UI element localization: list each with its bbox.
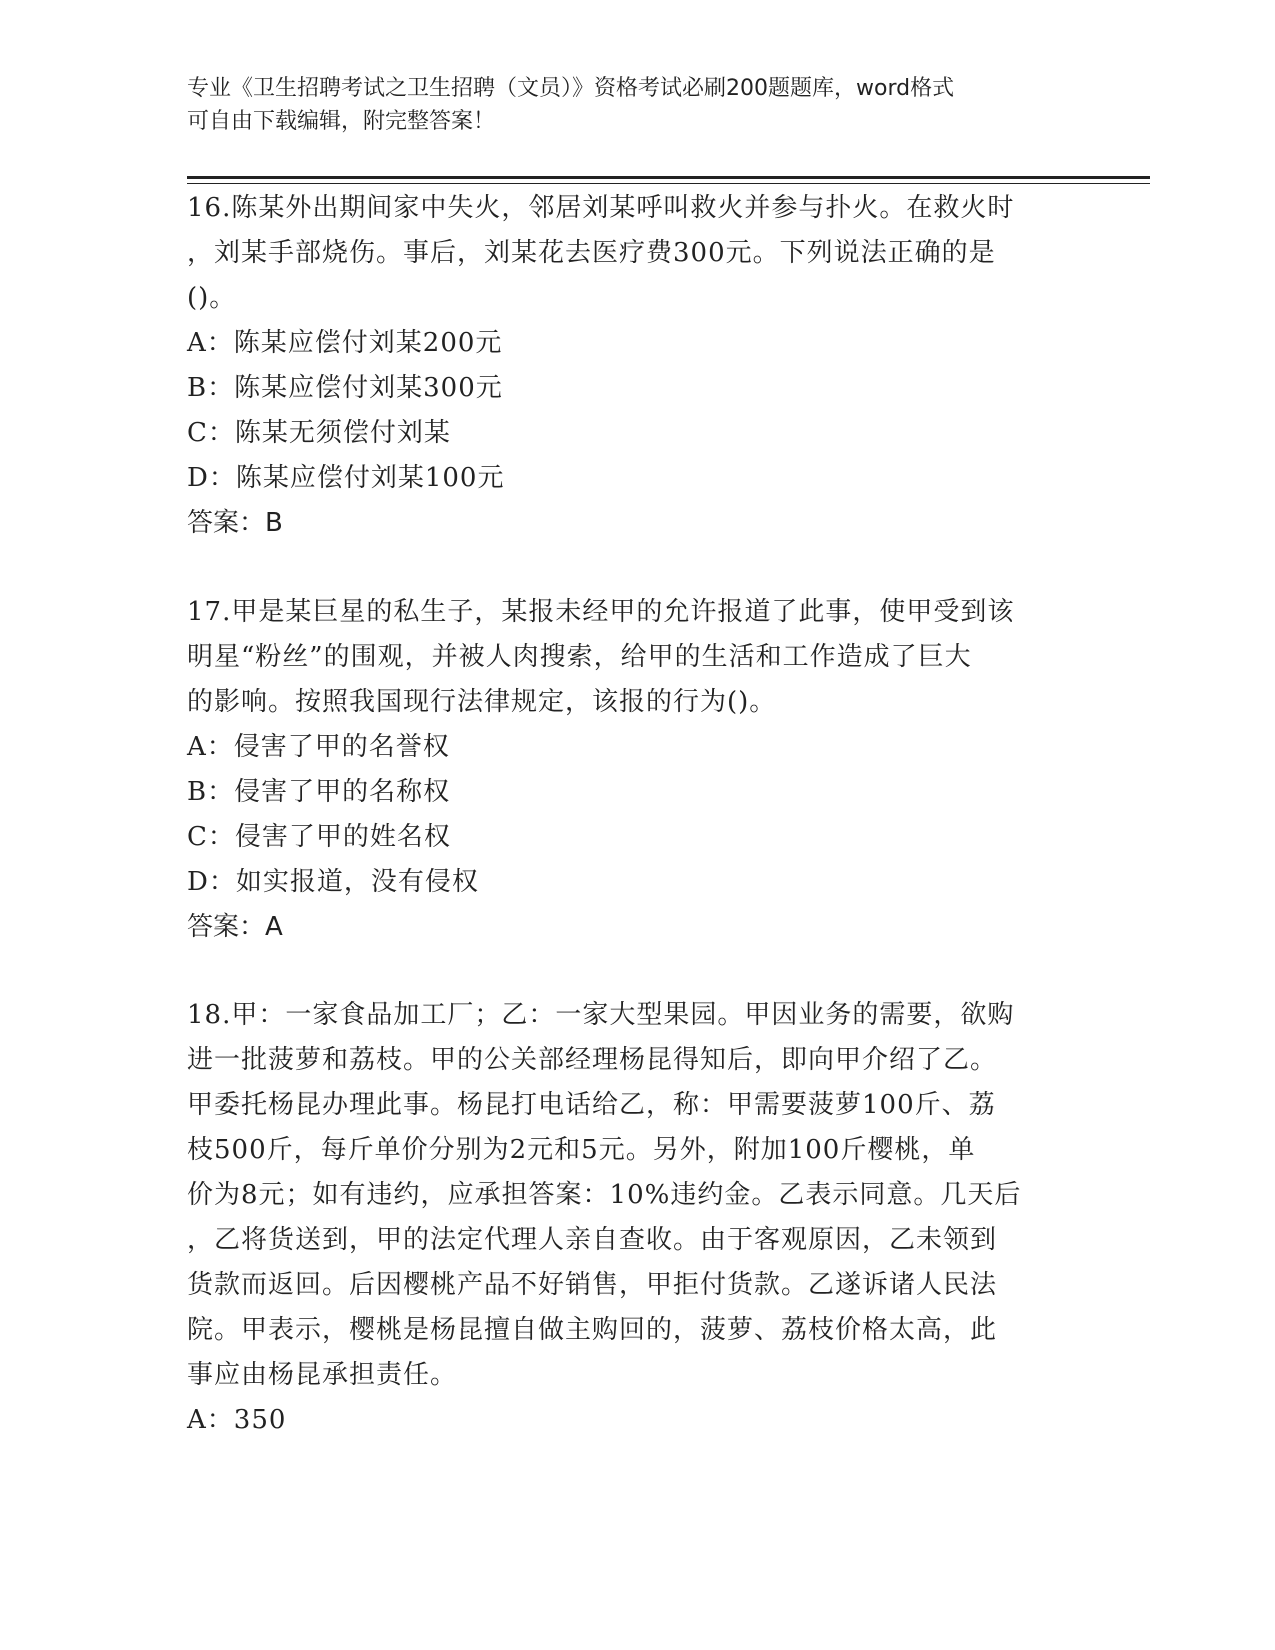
header-line-2: 可自由下载编辑，附完整答案！: [187, 109, 496, 134]
question-stem-line: 院。甲表示，樱桃是杨昆擅自做主购回的，菠萝、荔枝价格太高，此: [187, 1315, 998, 1345]
option-c: C：侵害了甲的姓名权: [187, 822, 451, 852]
option-a: A：侵害了甲的名誉权: [187, 732, 450, 762]
answer-line: 答案：A: [187, 912, 283, 942]
question-stem-line: ，乙将货送到，甲的法定代理人亲自查收。由于客观原因，乙未领到: [187, 1225, 998, 1255]
option-d: D：陈某应偿付刘某100元: [187, 463, 505, 493]
question-stem-line: 甲委托杨昆办理此事。杨昆打电话给乙，称：甲需要菠萝100斤、荔: [187, 1090, 996, 1120]
question-18: [187, 993, 1067, 1443]
option-b: B：侵害了甲的名称权: [187, 777, 451, 807]
question-stem-line: 明星“粉丝”的围观，并被人肉搜索，给甲的生活和工作造成了巨大: [187, 642, 972, 672]
question-stem-line: 价为8元；如有违约，应承担答案：10%违约金。乙表示同意。几天后: [187, 1180, 1022, 1210]
header-rule-thick: [187, 176, 1150, 179]
question-stem-line: ()。: [187, 283, 237, 313]
question-stem-line: 18.甲：一家食品加工厂；乙：一家大型果园。甲因业务的需要，欲购: [187, 1000, 1015, 1030]
question-16: [187, 186, 1067, 546]
question-stem-line: 16.陈某外出期间家中失火，邻居刘某呼叫救火并参与扑火。在救火时: [187, 193, 1015, 223]
option-a: A：陈某应偿付刘某200元: [187, 328, 503, 358]
question-stem-line: 进一批菠萝和荔枝。甲的公关部经理杨昆得知后，即向甲介绍了乙。: [187, 1045, 998, 1075]
question-stem-line: 17.甲是某巨星的私生子，某报未经甲的允许报道了此事，使甲受到该: [187, 597, 1015, 627]
question-stem-line: ，刘某手部烧伤。事后，刘某花去医疗费300元。下列说法正确的是: [187, 238, 996, 268]
document-header: [187, 72, 1087, 138]
header-line-1: 专业《卫生招聘考试之卫生招聘（文员）》资格考试必刷200题题库，word格式: [187, 76, 955, 101]
question-stem-line: 枝500斤，每斤单价分别为2元和5元。另外，附加100斤樱桃，单: [187, 1135, 976, 1165]
question-stem-line: 事应由杨昆承担责任。: [187, 1360, 458, 1390]
option-b: B：陈某应偿付刘某300元: [187, 373, 503, 403]
question-17: [187, 590, 1067, 950]
option-c: C：陈某无须偿付刘某: [187, 418, 451, 448]
option-a: A：350: [187, 1405, 287, 1435]
question-stem-line: 的影响。按照我国现行法律规定，该报的行为()。: [187, 687, 777, 717]
answer-line: 答案：B: [187, 508, 283, 538]
option-d: D：如实报道，没有侵权: [187, 867, 479, 897]
question-stem-line: 货款而返回。后因樱桃产品不好销售，甲拒付货款。乙遂诉诸人民法: [187, 1270, 998, 1300]
header-rule-thin: [187, 183, 1150, 184]
